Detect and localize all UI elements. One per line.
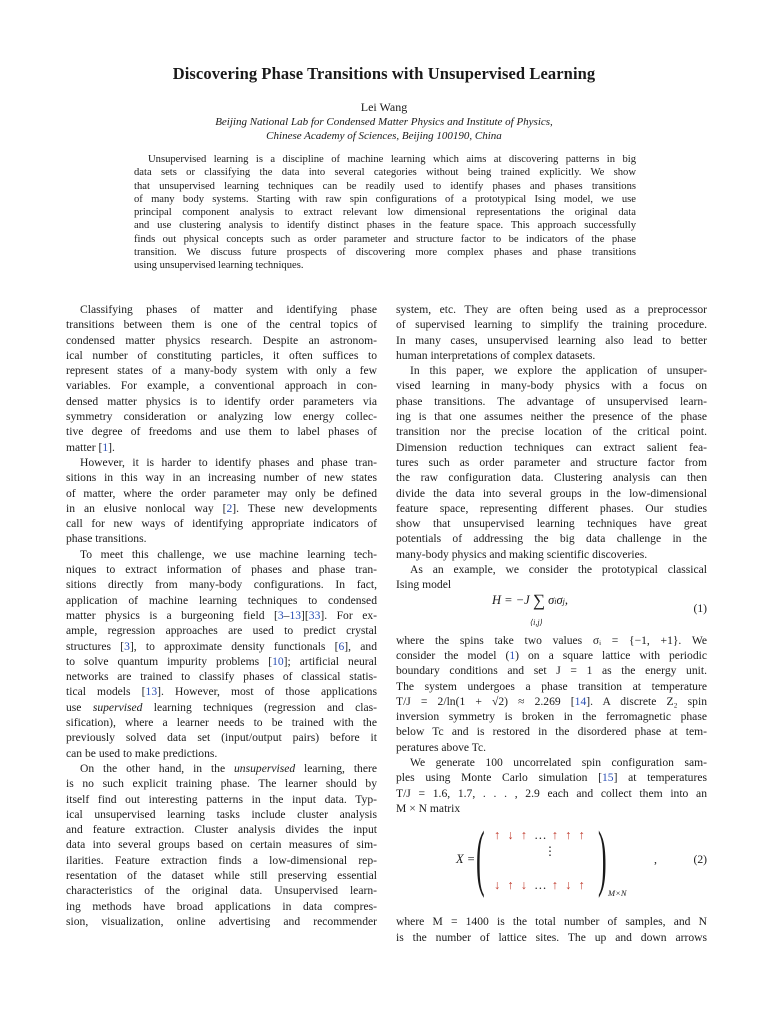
body-line: sitions in this way in an increasing number of new states (66, 471, 377, 485)
body-line: transition nor the precise location of the critical point. (396, 425, 707, 439)
citation-link[interactable]: 3 (277, 608, 284, 622)
citation-link[interactable]: 3 (124, 639, 130, 653)
body-line: where M = 1400 is the total number of samples, and N (396, 915, 707, 929)
body-line: resentation of the dataset while still preserving essential (66, 868, 377, 882)
body-line: densed matter physics is to identify order parameters via (66, 394, 377, 408)
abstract-line: of many body systems. Starting with raw spin configurations of a prototypical Ising model, we use (134, 193, 636, 205)
body-line: to solve quantum impurity problems [10]; artificial neural (66, 654, 377, 668)
abstract-line: using unsupervised learning techniques. (134, 260, 304, 272)
body-line: sification), where a learner needs to be trained with the (66, 716, 377, 730)
affiliation-line: Chinese Academy of Sciences, Beijing 100190, China (266, 130, 502, 142)
abstract-line: that unsupervised learning techniques can be readily used to identify phases and phases transitions (134, 180, 636, 192)
body-line: application of machine learning techniques to condensed (66, 593, 377, 607)
body-line: many-body physics and making scientific discoveries. (396, 547, 648, 561)
body-line: ples using Monte Carlo simulation [15] at temperatures (396, 771, 707, 785)
body-line: can be used to make predictions. (66, 746, 218, 760)
body-line: ing is that one assumes neither the presence of the phase (396, 410, 707, 424)
equation-2-lhs: X = (456, 852, 476, 867)
body-line: consider the model (1) on a square lattice with periodic (396, 648, 707, 662)
matrix-row: ↓ ↑ ↓ … ↑ ↓ ↑ (494, 878, 587, 893)
equation-1-subscript: ⟨i,j⟩ (530, 617, 543, 627)
left-paren: ( (476, 817, 485, 900)
body-line: data into several groups based on certain measures of sim- (66, 838, 377, 852)
body-line: phase transitions. The advantage of unsupervised learn- (396, 394, 707, 408)
body-line: is the number of lattice sites. The up and down arrows (396, 930, 707, 944)
body-line: in an elusive nonlocal way [2]. These new developments (66, 501, 377, 515)
body-line: ical unsupervised learning tasks include cluster analysis (66, 807, 377, 821)
equation-2-comma: , (654, 852, 657, 867)
body-line: Classifying phases of matter and identifying phase (80, 303, 377, 316)
body-line: structures [3], to approximate density functionals [6], and (66, 639, 377, 653)
body-line: the raw configuration data. Clustering analysis can then (396, 471, 707, 485)
body-line: tical models [13]. However, most of those applications (66, 685, 377, 699)
body-line: ing methods have broad applications in data compres- (66, 899, 377, 913)
body-line: itself find out interesting patterns in the input data. Typ- (66, 792, 377, 806)
abstract (134, 153, 636, 273)
body-line: On the other hand, in the unsupervised learning, there (80, 761, 377, 775)
body-line: However, it is harder to identify phases and phase tran- (80, 455, 377, 469)
body-line: use supervised learning techniques (regression and clas- (66, 700, 377, 714)
right-paren: ) (598, 817, 607, 900)
body-line: tive degree of freedoms and use them to label phases of (66, 425, 377, 439)
abstract-line: principal component analysis to extract relevant low dimensional representations the original data (134, 207, 636, 219)
body-line: previously solved data set (input/output pairs) before it (66, 731, 377, 745)
abstract-line: and use clustering analysis to identify distinct phases in the feature space. This approach successfully (134, 220, 636, 232)
body-line: niques to extract information of phases and phase tran- (66, 563, 377, 577)
citation-link[interactable]: 33 (308, 608, 321, 622)
equation-link[interactable]: 1 (509, 648, 516, 662)
citation-link[interactable]: 14 (574, 694, 587, 708)
equation-1 (396, 590, 707, 633)
body-line: In many cases, unsupervised learning also lead to better (396, 333, 707, 347)
body-line: boundary conditions and set J = 1 as the energy unit. (396, 664, 707, 678)
matrix-dimension: M×N (608, 888, 627, 899)
body-line: T/J = 2/ln(1 + √2) ≈ 2.269 [14]. A discrete Z₂ spin (396, 694, 707, 708)
body-line: condensed matter physics research. Despite an astronom- (66, 333, 377, 347)
body-line: phase transitions. (66, 532, 147, 546)
affiliation (0, 115, 768, 143)
citation-link[interactable]: 1 (102, 440, 109, 454)
body-line: and feature extraction. Cluster analysis divides the input (66, 823, 377, 837)
body-line: is no such explicit training phase. The learner should by (66, 777, 377, 791)
equation-1-body: H = −J ∑ σiσj, ⟨i,j⟩ (492, 593, 568, 609)
body-line: We generate 100 uncorrelated spin configuration sam- (410, 756, 707, 770)
body-line: peratures above Tc. (396, 740, 487, 754)
body-line: potentials of addressing the big data challenge in the (396, 532, 707, 546)
equation-1-number: (1) (693, 601, 707, 615)
right-column (396, 302, 707, 945)
citation-link[interactable]: 2 (226, 501, 233, 515)
body-line: As an example, we consider the prototypical classical (410, 563, 707, 577)
abstract-line: data sets or classifying the data into several categories without being trained explicitly. We show (134, 167, 636, 179)
body-line: where the spins take two values σᵢ = {−1, +1}. We (396, 633, 707, 647)
abstract-line: transition. We discuss future prospects of discovering more complex phases and phase transitions (134, 247, 636, 259)
author-name: Lei Wang (360, 100, 408, 114)
affiliation-line: Beijing National Lab for Condensed Matter Physics and Institute of Physics, (215, 116, 553, 128)
body-line: transitions between them is one of the central topics of (66, 318, 377, 332)
abstract-line: finds out physical concepts such as order parameter and structure factor to be indicators of the phase (134, 233, 636, 245)
body-line: networks are trained to classify phases of classical statis- (66, 670, 377, 684)
body-line: of matter, where the order parameter may only be defined (66, 486, 377, 500)
body-line: Ising model (396, 578, 452, 592)
vertical-dots: ⋮ (544, 844, 556, 859)
body-line: inversion symmetry is broken in the ferromagnetic phase (396, 710, 707, 724)
body-line: divide the data into several groups in the low-dimensional (396, 486, 707, 500)
body-line: feature space, representing different phases. Our studies (396, 501, 707, 515)
body-line: below Tc and is restored in the disordered phase at tem- (396, 725, 707, 739)
body-line: M × N matrix (396, 801, 461, 815)
body-line: call for new ways of identifying appropriate indicators of (66, 517, 377, 531)
body-line: characteristics of the original data. Unsupervised learn- (66, 884, 377, 898)
matrix-row: ↑ ↓ ↑ … ↑ ↑ ↑ (494, 828, 587, 843)
abstract-line: Unsupervised learning is a discipline of machine learning which aims at discovering patterns in big (148, 154, 636, 165)
body-line: T/J = 1.6, 1.7, . . . , 2.9 each and collect them into an (396, 786, 707, 800)
citation-link[interactable]: 13 (145, 685, 158, 699)
body-line: In this paper, we explore the application of unsuper- (410, 364, 707, 378)
citation-link[interactable]: 13 (289, 608, 302, 622)
body-line: represent states of a many-body system with only a few (66, 364, 377, 378)
body-line: ilarities. Feature extraction finds a low-dimensional rep- (66, 853, 377, 867)
citation-link[interactable]: 6 (338, 639, 345, 653)
body-line: of supervised learning to simplify the training procedure. (396, 318, 707, 332)
body-line: vised learning in many-body physics with a focus on (396, 379, 707, 393)
body-line: Dimension reduction techniques can extract salient fea- (396, 440, 707, 454)
body-line: variables. For example, a conventional approach in con- (66, 379, 377, 393)
equation-2 (396, 818, 707, 914)
body-line: The system undergoes a phase transition at temperature (396, 679, 707, 693)
body-line: tures such as order parameter and structure factor from (396, 455, 707, 469)
body-line: human interpretations of complex datasets. (396, 348, 596, 362)
body-line: To meet this challenge, we use machine learning tech- (80, 547, 377, 561)
body-line: matter [1]. (66, 440, 115, 454)
paper-title: Discovering Phase Transitions with Unsupervised Learning (172, 64, 596, 83)
citation-link[interactable]: 10 (272, 654, 284, 668)
left-column (66, 302, 377, 929)
body-line: symmetry consideration or analyzing low energy collec- (66, 410, 377, 424)
citation-link[interactable]: 15 (601, 771, 614, 785)
body-line: system, etc. They are often being used as a preprocessor (396, 303, 707, 316)
body-line: ical number of constituting particles, it often suffices to (66, 348, 377, 362)
body-line: matter physics is a burgeoning field [3–13][33]. For ex- (66, 608, 378, 622)
equation-2-number: (2) (693, 853, 707, 867)
body-line: sion, visualization, online advertising and recommender (66, 914, 377, 928)
body-line: show that unsupervised learning techniques have great (396, 517, 707, 531)
body-line: ample, regression approaches are used to predict crystal (66, 624, 377, 638)
body-line: sitions directly from many-body configurations. In fact, (66, 578, 377, 592)
